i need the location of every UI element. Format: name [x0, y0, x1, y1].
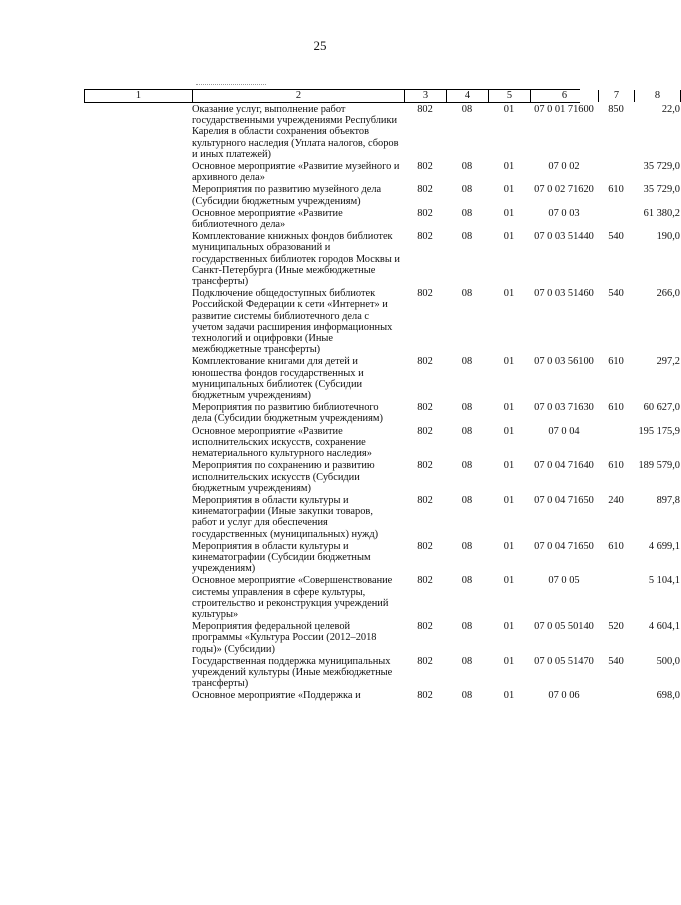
col-header-2: 2 — [193, 90, 405, 102]
row-code-7 — [598, 160, 634, 183]
row-code-3: 802 — [417, 494, 433, 506]
row-name: Основное мероприятие «Развитие музейного и архивного дела» — [192, 161, 400, 184]
row-code-5: 01 — [503, 231, 515, 243]
row-amount: 189 579,0 — [638, 460, 680, 472]
row-amount: 35 729,0 — [643, 184, 680, 196]
row-code-7 — [598, 425, 634, 460]
row-code-3: 802 — [417, 621, 433, 633]
row-code-7: 610 — [608, 356, 624, 368]
row-amount: 5 104,1 — [648, 575, 680, 587]
row-code-3: 802 — [417, 655, 433, 667]
row-code-6: 07 0 05 — [548, 575, 580, 587]
col-header-4: 4 — [447, 90, 489, 102]
page-number: 25 — [313, 38, 327, 53]
row-col-1 — [84, 494, 192, 540]
row-amount: 897,8 — [656, 494, 680, 506]
row-amount: 190,0 — [656, 231, 680, 243]
row-code-5: 01 — [503, 184, 515, 196]
row-code-7: 540 — [608, 288, 624, 300]
row-name: Мероприятия по сохранению и развитию исполнительских искусств (Субсидии бюджетным учреждениям) — [192, 460, 375, 494]
row-col-1 — [84, 103, 192, 160]
row-code-6: 07 0 04 71650 — [534, 494, 594, 506]
row-code-6: 07 0 01 71600 — [534, 104, 594, 115]
row-col-1 — [84, 401, 192, 424]
row-code-5: 01 — [503, 621, 515, 633]
row-code-6: 07 0 04 — [548, 425, 580, 437]
row-code-5: 01 — [503, 540, 515, 552]
row-name: Мероприятия в области культуры и кинематографии (Иные закупки товаров, работ и услуг для обеспечения государственных (муниципальных) нужд) — [192, 494, 379, 540]
row-code-7: 610 — [608, 460, 624, 472]
table-body — [84, 103, 680, 702]
row-name: Мероприятия по развитию библиотечного дела (Субсидии бюджетным учреждениям) — [192, 402, 383, 425]
row-code-3: 802 — [417, 231, 433, 243]
col-header-1: 1 — [85, 90, 193, 102]
row-code-6: 07 0 05 51470 — [534, 655, 594, 667]
row-amount: 35 729,0 — [643, 161, 680, 173]
row-code-6: 07 0 03 — [548, 207, 580, 219]
table-row — [84, 459, 680, 494]
table-row — [84, 401, 680, 425]
table-row — [84, 689, 680, 702]
row-code-4: 08 — [461, 460, 473, 472]
row-name: Комплектование книжных фондов библиотек муниципальных образований и государственных библиотек городов Москвы и Санкт-Петербурга (Иные межбюджетные трансферты) — [192, 231, 400, 288]
row-code-4: 08 — [461, 425, 473, 437]
row-amount: 698,0 — [656, 690, 680, 702]
row-col-1 — [84, 574, 192, 620]
row-code-3: 802 — [417, 288, 433, 300]
table-row — [84, 183, 680, 207]
row-name: Основное мероприятие «Развитие библиотечного дела» — [192, 207, 343, 231]
row-col-1 — [84, 287, 192, 355]
row-code-5: 01 — [503, 690, 515, 702]
row-code-5: 01 — [503, 288, 515, 300]
row-code-5: 01 — [503, 460, 515, 472]
col-header-8: 8 — [635, 90, 681, 102]
row-code-5: 01 — [503, 575, 515, 587]
row-code-4: 08 — [461, 356, 473, 368]
row-code-6: 07 0 02 — [548, 161, 580, 173]
table-row — [84, 103, 680, 160]
row-code-3: 802 — [417, 460, 433, 472]
table-row — [84, 230, 680, 288]
row-code-4: 08 — [461, 231, 473, 243]
faint-rule — [196, 84, 266, 85]
table-row — [84, 655, 680, 690]
row-amount: 61 380,2 — [643, 207, 680, 219]
row-code-3: 802 — [417, 104, 433, 115]
table-row — [84, 494, 680, 540]
table-row — [84, 425, 680, 460]
row-code-3: 802 — [417, 425, 433, 437]
row-amount: 4 699,1 — [648, 540, 680, 552]
row-code-7 — [598, 689, 634, 701]
row-amount: 297,2 — [656, 356, 680, 368]
row-code-3: 802 — [417, 161, 433, 173]
row-col-1 — [84, 160, 192, 183]
row-code-3: 802 — [417, 402, 433, 414]
table-row — [84, 574, 680, 620]
row-code-4: 08 — [461, 184, 473, 196]
row-name: Мероприятия в области культуры и кинематографии (Субсидии бюджетным учреждениям) — [192, 540, 371, 575]
row-amount: 500,0 — [656, 655, 680, 667]
budget-table — [84, 89, 680, 702]
col-header-5: 5 — [489, 90, 531, 102]
row-code-6: 07 0 04 71650 — [534, 540, 594, 552]
col-header-3: 3 — [405, 90, 447, 102]
table-row — [84, 207, 680, 231]
row-code-7: 850 — [608, 104, 624, 115]
row-amount: 60 627,0 — [643, 402, 680, 414]
row-code-4: 08 — [461, 621, 473, 633]
row-col-1 — [84, 459, 192, 494]
row-code-7: 610 — [608, 540, 624, 552]
row-name: Основное мероприятие «Совершенствование системы управления в сфере культуры, строительство и реконструкция учреждений культуры» — [192, 575, 393, 620]
col-header-7: 7 — [599, 90, 635, 102]
row-code-3: 802 — [417, 690, 433, 702]
row-amount: 4 604,1 — [648, 621, 680, 633]
row-col-1 — [84, 355, 192, 401]
row-code-6: 07 0 06 — [548, 690, 580, 702]
table-row — [84, 287, 680, 356]
row-code-3: 802 — [417, 207, 433, 219]
row-name: Основное мероприятие «Поддержка и — [192, 690, 361, 702]
row-code-4: 08 — [461, 161, 473, 173]
row-code-4: 08 — [461, 690, 473, 702]
row-amount: 22,0 — [661, 104, 680, 115]
row-code-5: 01 — [503, 104, 515, 115]
row-col-1 — [84, 689, 192, 701]
row-code-7: 240 — [608, 494, 624, 506]
row-name: Мероприятия федеральной целевой программы «Культура России (2012–2018 годы)» (Субсидии) — [192, 621, 377, 655]
table-row — [84, 620, 680, 655]
row-code-6: 07 0 05 50140 — [534, 621, 594, 633]
row-code-5: 01 — [503, 402, 515, 414]
row-name: Подключение общедоступных библиотек Российской Федерации к сети «Интернет» и развитие системы библиотечного дела с учетом задачи расширения информационных технологий и оцифровки (Иные межбюджетные трансферты) — [192, 288, 393, 356]
row-code-4: 08 — [461, 655, 473, 667]
row-code-6: 07 0 03 51460 — [534, 288, 594, 300]
col-header-6: 6 — [531, 90, 599, 102]
table-row — [84, 160, 680, 184]
row-code-3: 802 — [417, 540, 433, 552]
row-name: Комплектование книгами для детей и юношества фондов государственных и муниципальных библиотек (Субсидии бюджетным учреждениям) — [192, 356, 364, 402]
table-row — [84, 355, 680, 402]
row-code-5: 01 — [503, 425, 515, 437]
row-code-7: 610 — [608, 402, 624, 414]
row-name: Мероприятия по развитию музейного дела (Субсидии бюджетным учреждениям) — [192, 184, 382, 207]
row-name: Основное мероприятие «Развитие исполнительских искусств, сохранение нематериального культурного наследия» — [192, 425, 372, 460]
row-code-6: 07 0 03 71630 — [534, 402, 594, 414]
row-amount: 195 175,9 — [638, 425, 680, 437]
row-code-4: 08 — [461, 104, 473, 115]
row-code-6: 07 0 02 71620 — [534, 184, 594, 196]
row-code-7: 540 — [608, 655, 624, 667]
row-name: Оказание услуг, выполнение работ государственными учреждениями Республики Карелия в области сохранения объектов культурного наследия (Уплата налогов, сборов и иных платежей) — [192, 104, 399, 160]
table-row — [84, 540, 680, 575]
row-col-1 — [84, 425, 192, 460]
row-col-1 — [84, 620, 192, 655]
table-header — [84, 89, 661, 103]
row-col-1 — [84, 655, 192, 690]
row-code-3: 802 — [417, 184, 433, 196]
row-code-5: 01 — [503, 161, 515, 173]
row-code-6: 07 0 03 56100 — [534, 356, 594, 368]
row-code-3: 802 — [417, 575, 433, 587]
row-col-1 — [84, 183, 192, 206]
row-code-4: 08 — [461, 402, 473, 414]
row-col-1 — [84, 540, 192, 575]
row-amount: 266,0 — [656, 288, 680, 300]
row-code-4: 08 — [461, 207, 473, 219]
row-code-3: 802 — [417, 356, 433, 368]
row-code-4: 08 — [461, 575, 473, 587]
row-code-7 — [598, 207, 634, 230]
row-code-5: 01 — [503, 207, 515, 219]
row-code-4: 08 — [461, 494, 473, 506]
row-name: Государственная поддержка муниципальных учреждений культуры (Иные межбюджетные трансферты) — [192, 655, 393, 690]
row-code-5: 01 — [503, 494, 515, 506]
row-code-7 — [598, 574, 634, 620]
row-code-6: 07 0 03 51440 — [534, 231, 594, 243]
row-code-4: 08 — [461, 540, 473, 552]
row-code-6: 07 0 04 71640 — [534, 460, 594, 472]
row-code-7: 610 — [608, 184, 624, 196]
row-code-7: 540 — [608, 231, 624, 243]
row-code-7: 520 — [608, 621, 624, 633]
row-col-1 — [84, 207, 192, 230]
row-col-1 — [84, 230, 192, 287]
row-code-4: 08 — [461, 288, 473, 300]
row-code-5: 01 — [503, 356, 515, 368]
row-code-5: 01 — [503, 655, 515, 667]
